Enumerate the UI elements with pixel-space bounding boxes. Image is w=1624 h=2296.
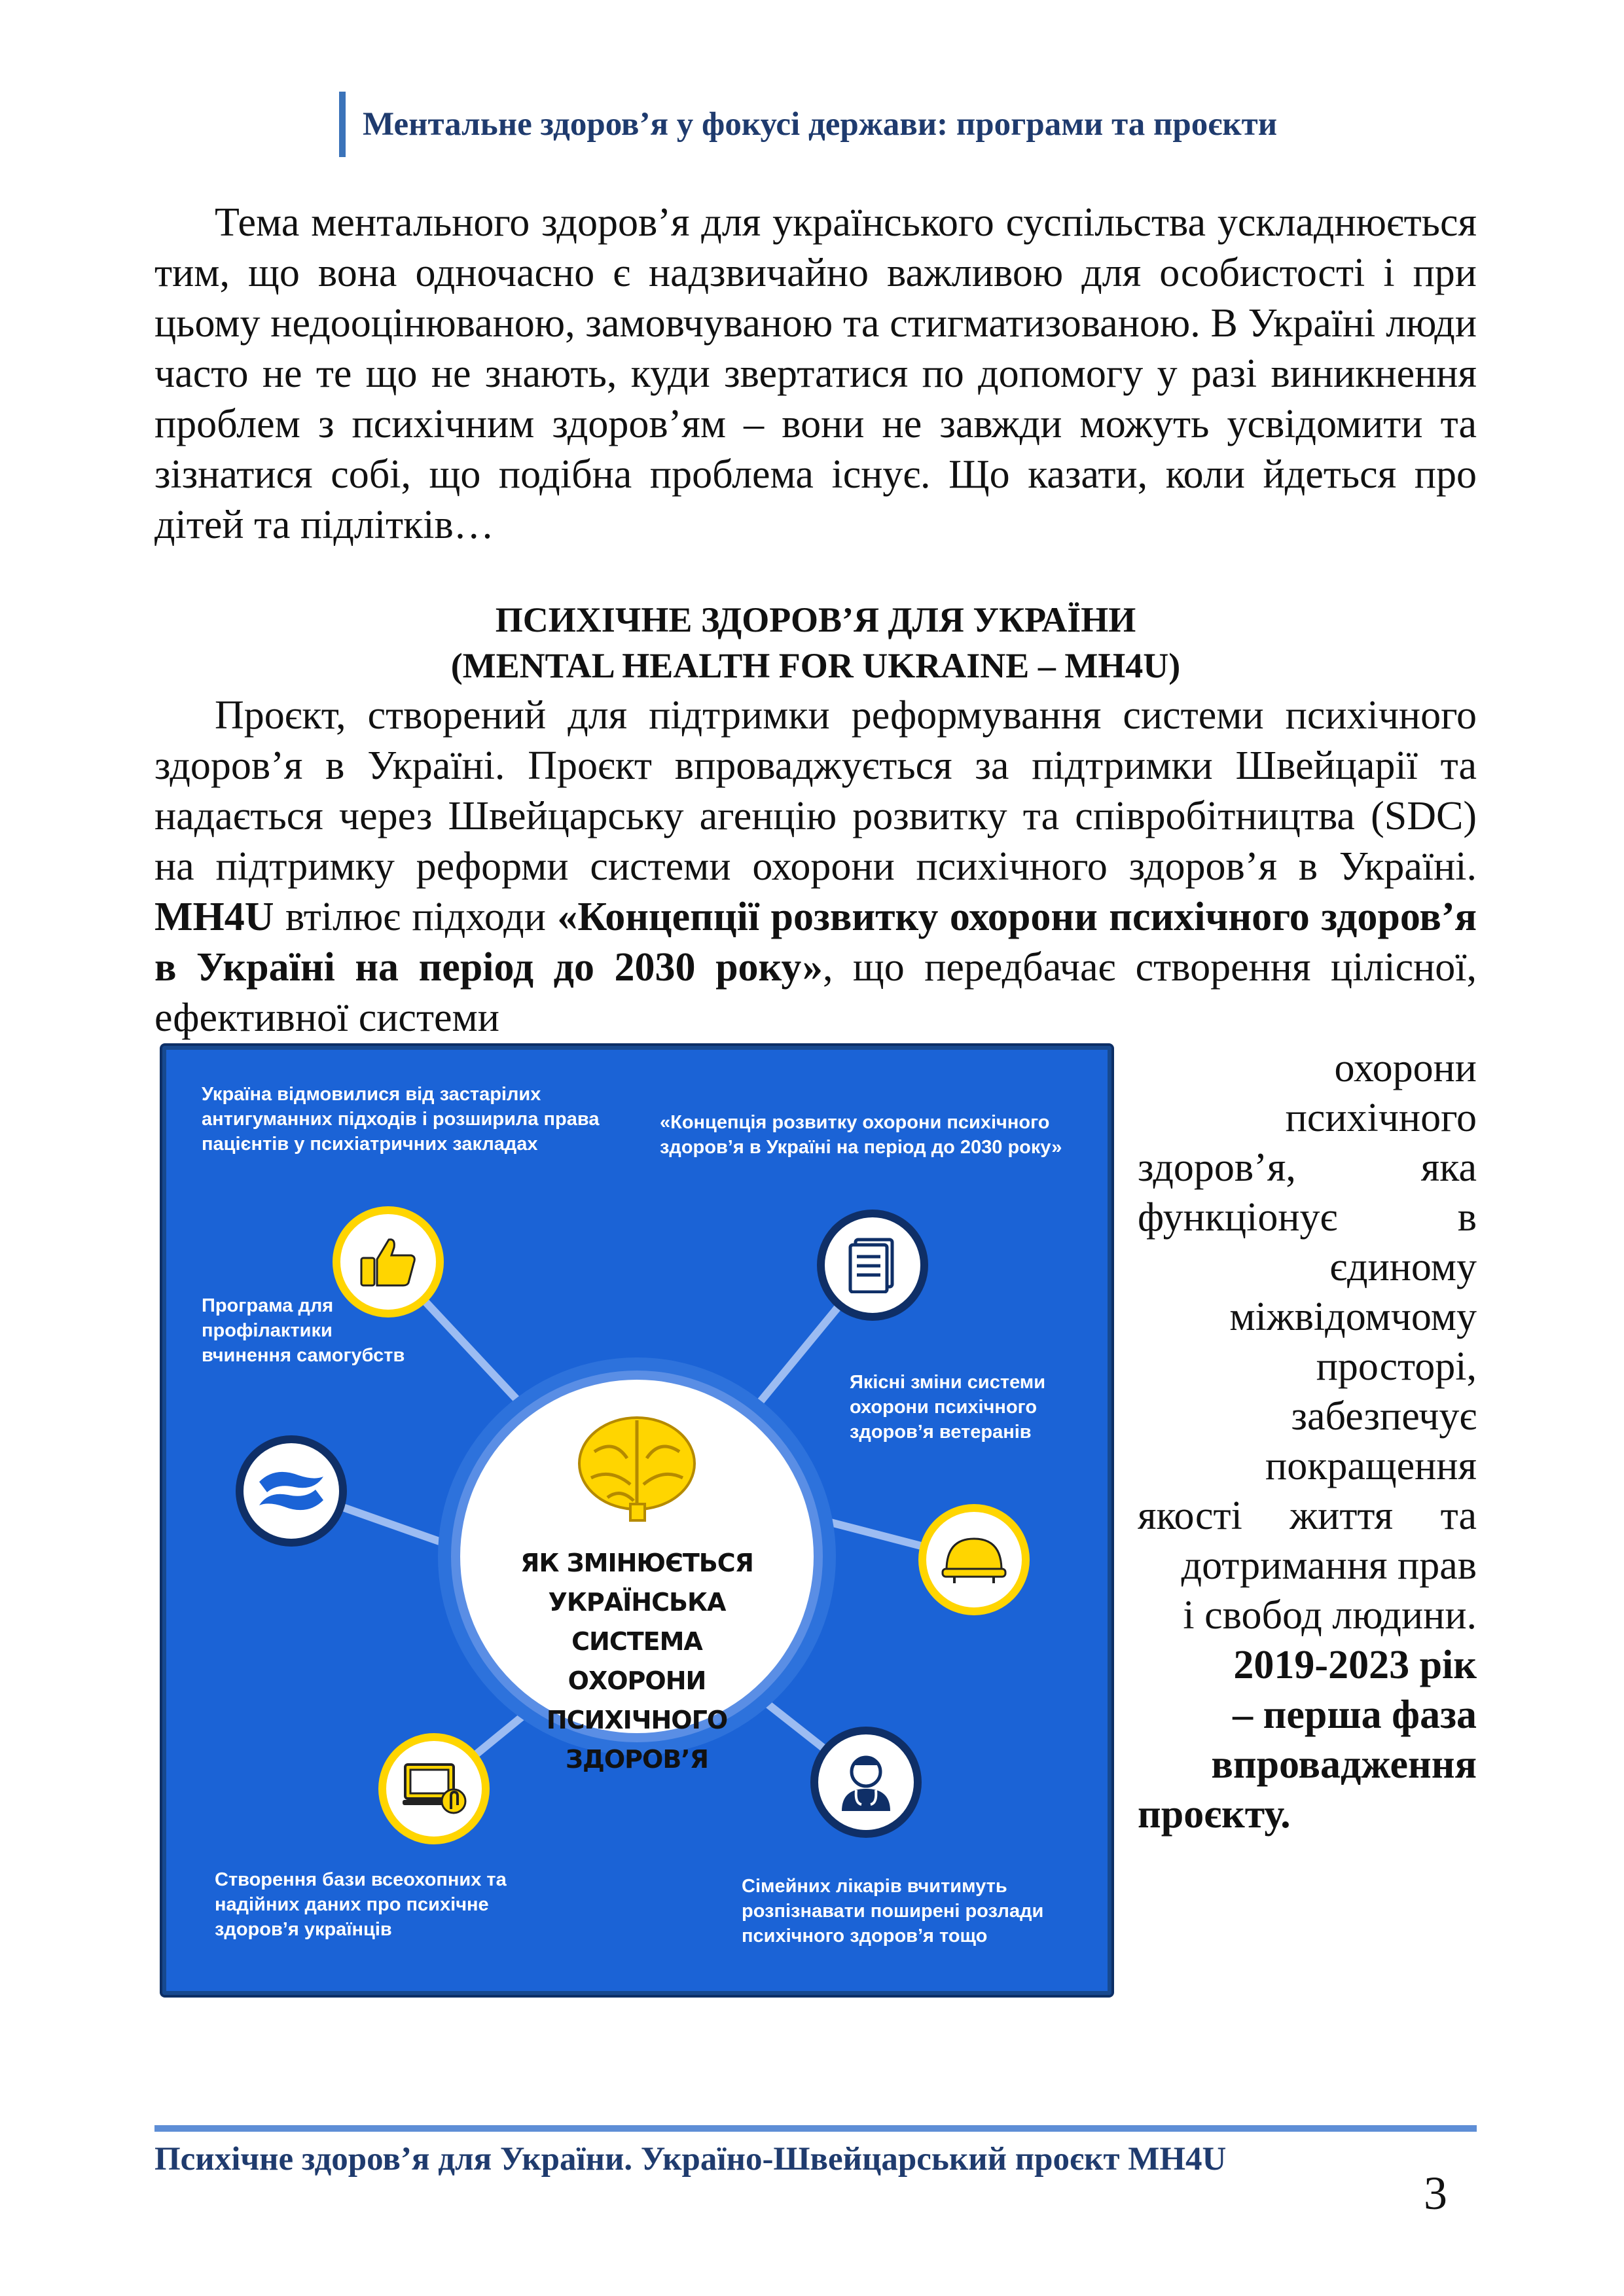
concept-node	[817, 1210, 928, 1321]
database-node	[378, 1733, 490, 1844]
side-line: міжвідомчому	[1229, 1295, 1477, 1339]
doctor-icon	[837, 1751, 895, 1814]
label-database: Створення бази всеохопних та надійних даних про психічне здоров’я українців	[215, 1869, 507, 1940]
doctors-node	[810, 1727, 922, 1838]
side-line: охорони	[1334, 1046, 1477, 1090]
side-line-justified	[1138, 1193, 1477, 1242]
footer-rule	[154, 2125, 1477, 2132]
phase-line	[1138, 1740, 1477, 1789]
thumbs-up-icon	[359, 1236, 418, 1288]
side-line: дотримання прав	[1181, 1543, 1477, 1588]
label-rights: Україна відмовилися від застарілих антигуманних підходів і розширила права пацієнтів у психіатричних закладах	[202, 1084, 600, 1155]
veterans-node	[918, 1504, 1030, 1615]
infographic-hub	[460, 1380, 814, 1774]
header-title: Ментальне здоров’я у фокусі держави: програми та проєкти	[363, 106, 1278, 143]
side-word: яка	[1420, 1145, 1477, 1190]
label-doctors: Сімейних лікарів вчитимуть розпізнавати поширені розлади психічного здоров’я тощо	[742, 1876, 1044, 1946]
hands-icon	[255, 1465, 327, 1517]
side-word: якості	[1138, 1494, 1242, 1538]
label-veterans: Якісні зміни системи охорони психічного здоров’я ветеранів	[850, 1372, 1046, 1443]
phase-label: впровадження	[1211, 1742, 1477, 1787]
project-paragraph	[154, 691, 1477, 1043]
intro-paragraph: Тема ментального здоров’я для українського суспільства ускладнюється тим, що вона одночасно є надзвичайно важливою для особистості і при цьому недооцінюваною, замовчуваною та стигматизованою. В Україні люди часто не те що не знають, куди звертатися по допомогу у разі виникнення проблем з психічним здоров’ям – вони не завжди можуть усвідомити та зізнатися собі, що подібна проблема існує. Що казати, коли йдеться про дітей та підлітків…	[154, 200, 1477, 547]
concept-title-bold: «Концепції розвитку охорони психічного здоров’я в Україні на період до 2030 року»	[154, 895, 1477, 990]
side-line: просторі,	[1316, 1344, 1477, 1389]
side-line: покращення	[1265, 1444, 1477, 1488]
project-text-start: Проєкт, створений для підтримки реформування системи психічного здоров’я в Україні. Проєкт впроваджується за підтримки Швейцарії та надається через Швейцарську агенцію розвитку та співробітництва (SDC) на підтримку реформи системи охорони психічного здоров’я в Україні.	[154, 693, 1477, 889]
suicide-prevention-node	[236, 1435, 347, 1547]
label-suicide-prevention: Програма для профілактики вчинення самогубств	[202, 1295, 405, 1366]
section-heading-line2: (MENTAL HEALTH FOR UKRAINE – MH4U)	[450, 646, 1181, 685]
document-icon	[846, 1237, 899, 1293]
side-line-justified	[1138, 1491, 1477, 1541]
phase-label: – перша фаза	[1233, 1693, 1477, 1737]
page-number: 3	[1424, 2167, 1447, 2219]
side-line-justified	[1138, 1143, 1477, 1193]
helmet-icon	[941, 1534, 1007, 1586]
side-line: єдиному	[1329, 1245, 1477, 1289]
side-line: забезпечує	[1291, 1394, 1477, 1439]
phase-label: проєкту.	[1138, 1792, 1291, 1837]
side-word: та	[1440, 1494, 1477, 1538]
section-heading-line1: ПСИХІЧНЕ ЗДОРОВ’Я ДЛЯ УКРАЇНИ	[495, 600, 1136, 639]
side-word: в	[1457, 1195, 1477, 1240]
phase-line	[1138, 1640, 1477, 1690]
side-line: психічного	[1285, 1096, 1477, 1140]
side-word: функціонує	[1138, 1195, 1338, 1240]
computer-touch-icon	[401, 1759, 467, 1818]
side-column-text	[1138, 1043, 1477, 1839]
side-word: здоров’я,	[1138, 1145, 1296, 1190]
running-header	[339, 92, 1445, 157]
phase-line	[1138, 1690, 1477, 1740]
project-text-mid: втілює підходи	[285, 895, 546, 939]
mh4u-bold: MH4U	[154, 895, 274, 939]
project-text-end: , що передбачає створення цілісної, ефективної системи	[154, 945, 1477, 1040]
phase-years: 2019-2023 рік	[1233, 1643, 1477, 1687]
brain-icon	[575, 1412, 699, 1524]
side-line: і свобод людини.	[1183, 1593, 1477, 1638]
footer-text: Психічне здоров’я для України. Україно-Швейцарський проєкт MH4U	[154, 2141, 1227, 2178]
infographic-center-title: ЯК ЗМІНЮЄТЬСЯ УКРАЇНСЬКА СИСТЕМА ОХОРОНИ ПСИХІЧНОГО ЗДОРОВ’Я	[520, 1549, 753, 1774]
mh4u-infographic	[162, 1046, 1111, 1995]
label-concept: «Концепція розвитку охорони психічного здоров’я в Україні на період до 2030 року»	[660, 1112, 1062, 1158]
phase-line	[1138, 1789, 1477, 1839]
side-word: життя	[1290, 1494, 1394, 1538]
